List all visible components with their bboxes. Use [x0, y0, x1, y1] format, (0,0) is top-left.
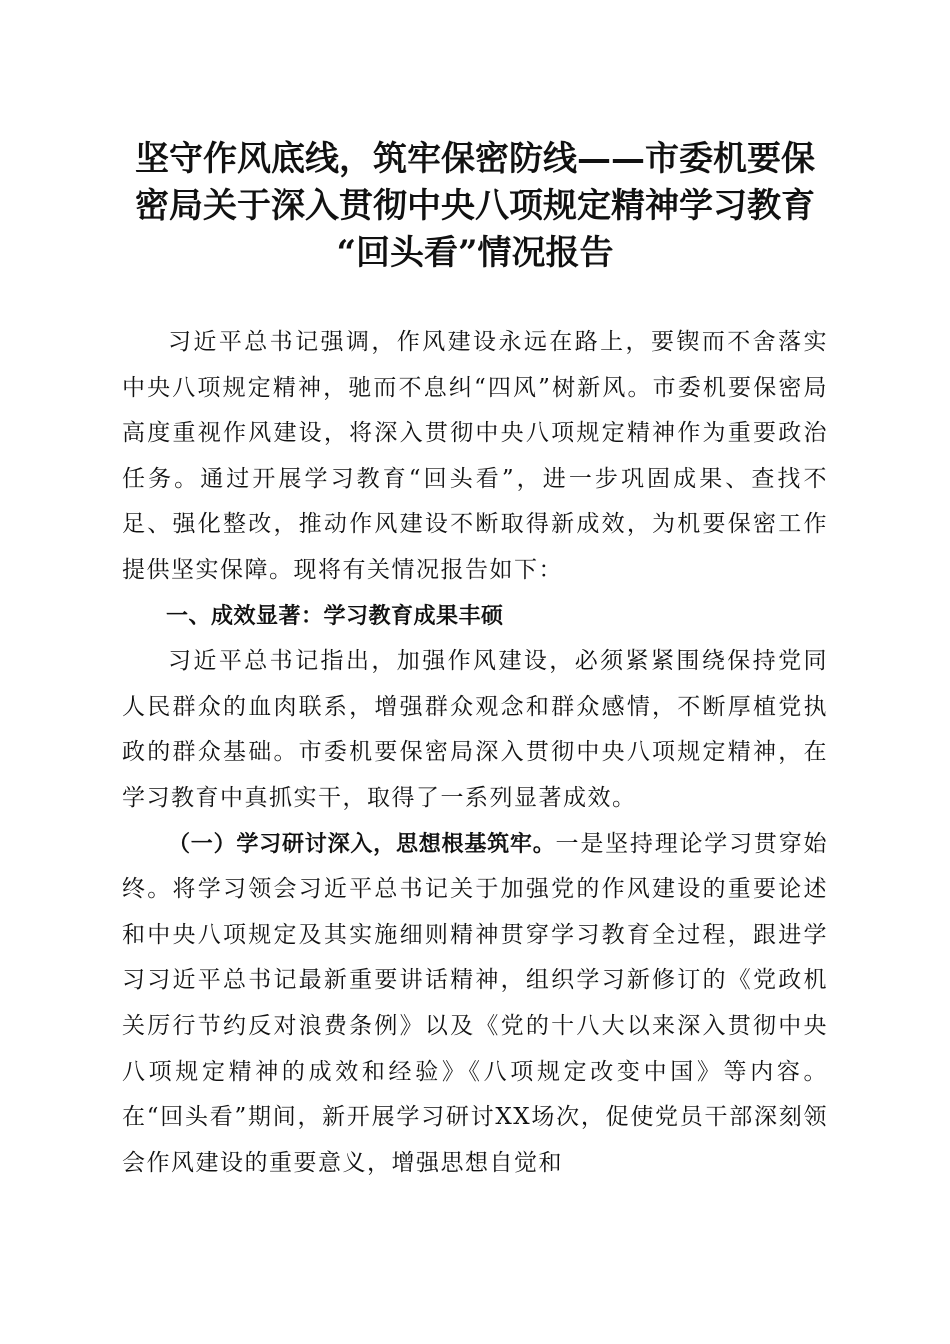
subsection-lead: （一）学习研讨深入，思想根基筑牢。: [168, 831, 556, 857]
title-line-3: “回头看”情况报告: [336, 233, 614, 273]
section-heading: 一、成效显著：学习教育成果丰硕: [166, 603, 504, 629]
intro-paragraph: 习近平总书记强调，作风建设永远在路上，要锲而不舍落实中央八项规定精神，驰而不息纠“四风”树新风。市委机要保密局高度重视作风建设，将深入贯彻中央八项规定精神作为重要政治任务。通过开展学习教育“回头看”，进一步巩固成果、查找不足、强化整改，推动作风建设不断取得新成效，为机要保密工作提供坚实保障。现将有关情况报告如下：: [122, 329, 828, 583]
subsection-paragraph: [122, 822, 828, 1187]
document-title: [110, 136, 840, 277]
section-paragraph: 习近平总书记指出，加强作风建设，必须紧紧围绕保持党同人民群众的血肉联系，增强群众观念和群众感情，不断厚植党执政的群众基础。市委机要保密局深入贯彻中央八项规定精神，在学习教育中真抓实干，取得了一系列显著成效。: [122, 648, 828, 811]
title-line-2: 密局关于深入贯彻中央八项规定精神学习教育: [135, 186, 815, 226]
subsection-text: 一是坚持理论学习贯穿始终。将学习领会习近平总书记关于加强党的作风建设的重要论述和中央八项规定及其实施细则精神贯穿学习教育全过程，跟进学习习近平总书记最新重要讲话精神，组织学习新修订的《党政机关厉行节约反对浪费条例》以及《党的十八大以来深入贯彻中央八项规定精神的成效和经验》《八项规定改变中国》等内容。在“回头看”期间，新开展学习研讨XX场次，促使党员干部深刻领会作风建设的重要意义，增强思想自觉和: [122, 830, 828, 1176]
document-body: [122, 320, 828, 1186]
title-line-1: 坚守作风底线，筑牢保密防线——市委机要保: [135, 139, 815, 179]
